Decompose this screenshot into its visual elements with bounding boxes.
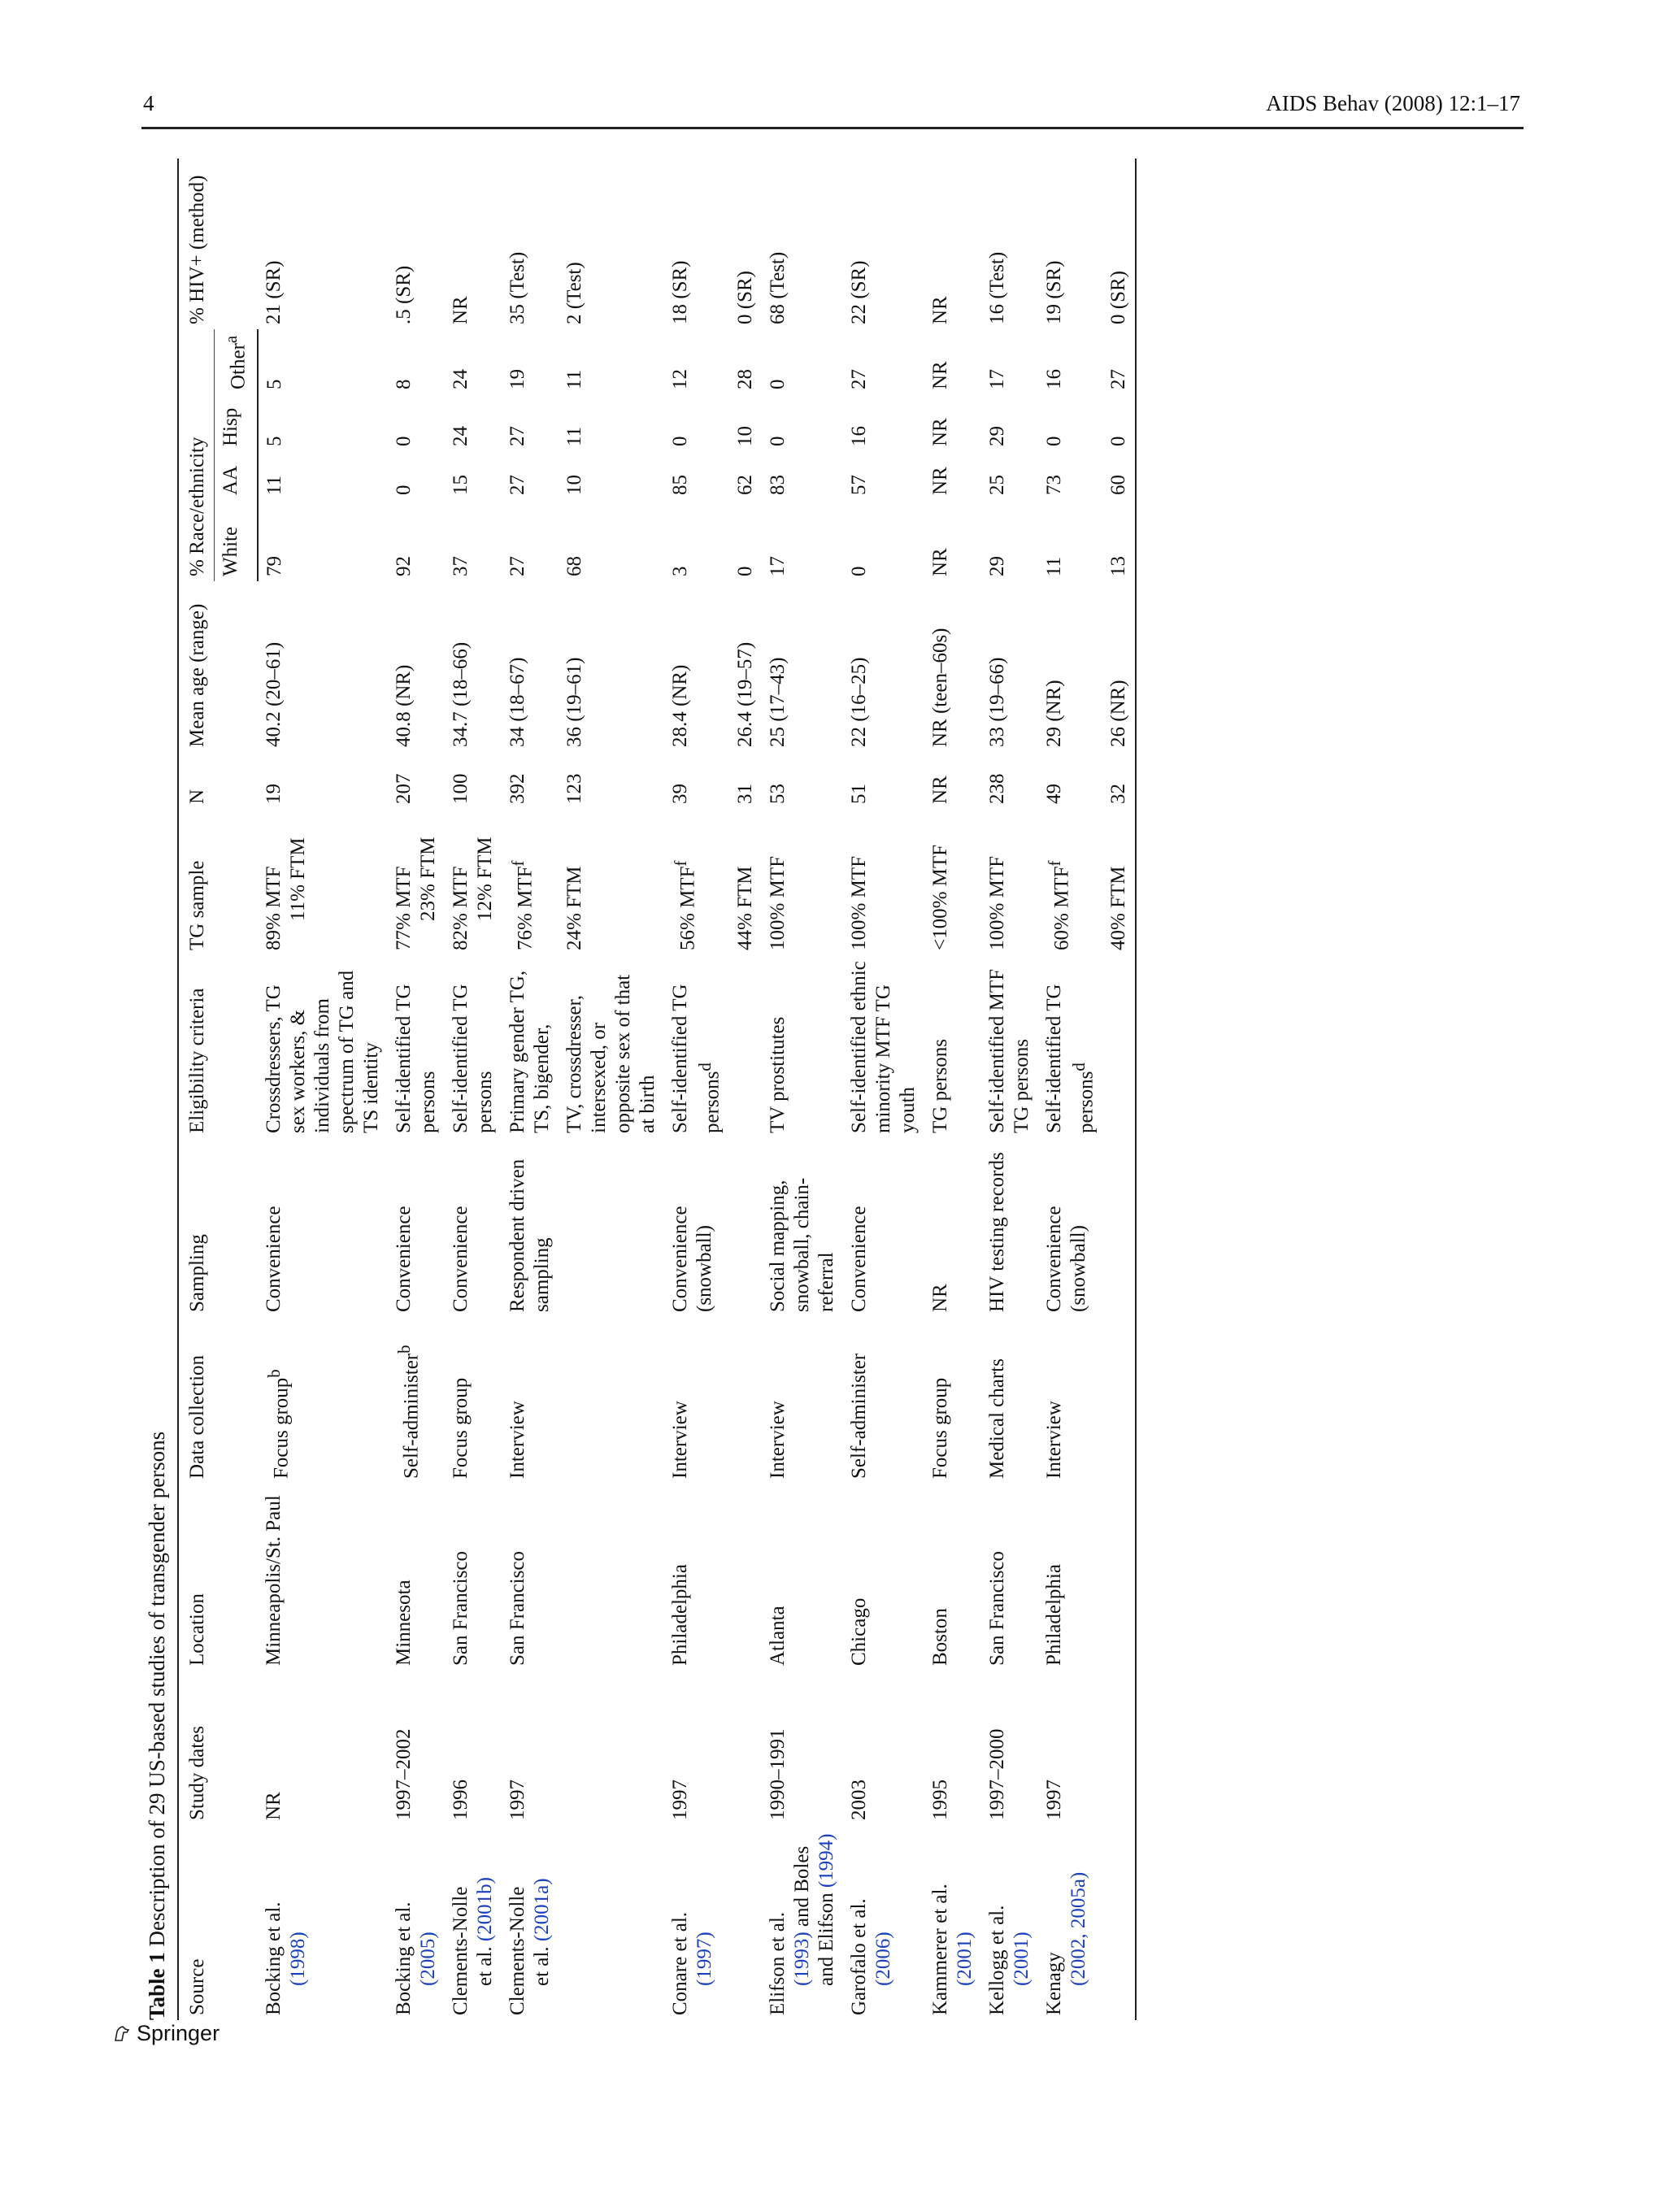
cell-sampling: Convenience [847,1206,870,1312]
cell-n: 238 [985,773,1008,804]
cell-source [924,1825,981,2020]
source-line2 [693,1830,717,2015]
cell-hisp: 0 [1102,394,1136,451]
col-other: Other$^a$ [215,329,259,394]
source-author: Bocking et al. [393,1901,415,2015]
cell-eligibility: Self-identified TG persons [450,984,497,1133]
cell-aa: 0 [393,485,415,495]
table-caption-label: Table 1 [145,1952,169,2020]
col-aa: AA [215,451,259,500]
cell-other: 12 [669,369,692,389]
table-row [388,159,445,2020]
cell-location: San Francisco [506,1551,529,1666]
table-row [981,159,1038,2020]
cell-sampling: Convenience (snowball) [669,1206,716,1312]
cell-location: San Francisco [450,1551,472,1666]
tg-sample-primary: 82% MTF [450,866,472,950]
cell-other: 5 [263,379,286,389]
tg-sample-primary: 100% MTF [985,856,1008,950]
footnote-mark: f [508,860,528,867]
cell-white: 68 [563,556,586,576]
cell-mean-age: 40.2 (20–61) [263,641,285,747]
cell-hisp: 5 [263,436,286,446]
cell-n: 123 [563,773,586,804]
source-line2 [1010,1830,1034,2015]
cell-hiv: 16 (Test) [985,251,1008,324]
table-row [445,159,502,2020]
publisher-footer: Springer [112,2021,220,2046]
tg-sample-primary: 100% MTF [766,856,789,950]
cell-sampling: HIV testing records [985,1152,1008,1312]
source-author: Clements-Nolle [450,1886,472,2015]
cell-sampling: Convenience [263,1206,285,1312]
cell-source [388,1825,445,2020]
cell-white: 0 [733,566,756,576]
source-author: Elifson et al. [766,1911,789,2015]
cell-n: 100 [450,773,472,804]
source-author: Kammerer et al. [928,1884,951,2015]
col-tg-sample: TG sample [178,809,258,955]
cell-white: 37 [450,556,472,576]
cell-eligibility: Primary gender TG, TS, bigender, [506,970,554,1133]
cell-location: San Francisco [985,1551,1008,1666]
col-n: N [178,752,258,809]
cell-location: Boston [928,1608,951,1666]
source-year-link: (1994) [815,1833,837,1888]
cell-other: 0 [766,379,789,389]
cell-data-collection: Self-administer [847,1353,870,1479]
cell-tg-sample [1038,809,1102,955]
cell-study-dates: 1996 [450,1780,472,1820]
footnote-mark: f [671,860,691,867]
tg-sample-secondary: 12% FTM [474,837,497,921]
cell-source [762,1825,843,2020]
cell-source [843,1825,924,2020]
cell-hiv: 2 (Test) [563,262,586,324]
cell-eligibility: Self-identified MTF TG persons [985,968,1032,1133]
col-study-dates: Study dates [178,1671,258,1825]
source-line2 [1067,1830,1091,2015]
tg-sample-primary: 76% MTF [514,866,537,950]
cell-n: 32 [1102,752,1136,809]
cell-n: 53 [766,784,789,804]
cell-tg-sample [258,809,388,955]
cell-eligibility: Self-identified TG persons$^d$ [669,984,724,1133]
cell-study-dates: 1997 [669,1780,692,1820]
cell-aa: 11 [263,475,286,495]
cell-other: 19 [506,369,529,389]
cell-mean-age: 36 (19–61) [563,657,586,747]
cell-tg-sample [664,809,728,955]
springer-horse-icon [112,2024,132,2044]
cell-data-collection: Focus group [450,1377,472,1479]
tg-sample-primary: 77% MTF [393,866,415,950]
cell-eligibility [1102,955,1136,1138]
cell-mean-age: 34.7 (18–66) [450,641,472,747]
cell-white: NR [928,548,951,576]
source-line2 [286,1830,311,2015]
cell-study-dates [729,1671,762,1825]
source-year-link: (2002, 2005a) [1067,1871,1089,1986]
cell-aa: 57 [847,475,870,495]
cell-white: 0 [847,566,870,576]
cell-location [1102,1484,1136,1671]
source-year-link: (1993) [790,1932,813,1986]
tg-sample-primary: 24% FTM [563,866,586,950]
cell-study-dates: 1997–2000 [985,1728,1008,1820]
table-row [924,159,981,2020]
cell-sampling [559,1138,664,1317]
tg-sample-primary: 40% FTM [1106,866,1129,950]
source-year-link: (2001) [953,1932,976,1986]
cell-hisp: 0 [393,436,415,446]
cell-tg-sample [559,809,664,955]
studies-table [177,159,1137,2020]
cell-tg-sample [729,809,762,955]
cell-white: 17 [766,556,789,576]
cell-other: 11 [563,369,586,389]
cell-source [445,1825,502,2020]
cell-aa: 10 [563,475,586,495]
cell-white: 92 [393,556,415,576]
cell-hiv: 22 (SR) [847,260,870,324]
rotated-table-region [138,159,1439,2020]
cell-sampling: Social mapping, snowball, chain-referral [766,1177,837,1312]
cell-data-collection: Interview [766,1401,789,1479]
col-hiv: % HIV+ (method) [178,159,258,329]
source-year-link: (1998) [287,1932,310,1986]
footnote-mark: f [1044,860,1064,867]
table-row [762,159,843,2020]
cell-other: 17 [985,369,1008,389]
cell-n: 392 [506,773,529,804]
cell-aa: 15 [450,475,472,495]
col-data-collection: Data collection [178,1317,258,1484]
cell-study-dates: 1995 [928,1780,951,1820]
cell-aa: NR [928,467,951,495]
cell-n: 51 [847,784,870,804]
cell-hiv: 21 (SR) [263,260,285,324]
table-caption-text: Description of 29 US-based studies of transgender persons [145,1431,169,1947]
cell-hisp: 24 [450,426,472,446]
cell-other: 8 [393,379,415,389]
cell-eligibility: Self-identified ethnic minority MTF TG youth [847,961,919,1133]
cell-data-collection: Interview [506,1401,529,1479]
source-author: Garofalo et al. [847,1898,870,2015]
cell-tg-sample [843,809,924,955]
table-row [502,159,559,2020]
cell-data-collection [729,1317,762,1484]
tg-sample-primary: 60% MTF [1050,866,1072,950]
source-line2 [473,1830,498,2015]
cell-mean-age: 28.4 (NR) [669,664,692,747]
cell-n: 39 [669,784,692,804]
cell-aa: 62 [733,475,756,495]
cell-white: 13 [1102,500,1136,581]
cell-aa: 60 [1102,451,1136,500]
cell-eligibility: Self-identified TG persons$^d$ [1042,984,1097,1133]
cell-hisp: 0 [669,436,692,446]
col-mean-age: Mean age (range) [178,581,258,752]
cell-study-dates [559,1671,664,1825]
cell-hiv: NR [928,296,951,324]
cell-eligibility: TG persons [928,1039,951,1133]
cell-hisp: 29 [985,426,1008,446]
cell-aa: 83 [766,475,789,495]
cell-source [1038,1825,1102,2020]
cell-data-collection: Focus group [928,1377,951,1479]
cell-data-collection [559,1317,664,1484]
cell-hiv: 18 (SR) [669,260,692,324]
cell-other: 16 [1042,369,1065,389]
source-line2 [416,1830,441,2015]
col-sampling: Sampling [178,1138,258,1317]
cell-aa: 73 [1042,475,1065,495]
cell-other: 28 [733,369,756,389]
cell-other: NR [928,361,951,389]
source-line2 [790,1830,839,2015]
cell-sampling: Convenience [450,1206,472,1312]
source-author: Clements-Nolle [506,1886,529,2015]
source-author: Kenagy [1042,1952,1065,2015]
cell-study-dates: 1997–2002 [393,1728,415,1820]
cell-mean-age: 34 (18–67) [506,657,529,747]
cell-eligibility: TV, crossdresser, intersexed, or opposite sex of that at birth [563,974,659,1133]
cell-hiv: 68 (Test) [766,251,789,324]
tg-sample-primary: 100% MTF [847,856,870,950]
page-number: 4 [143,91,154,115]
cell-mean-age: 26.4 (19–57) [733,641,756,747]
cell-data-collection: Self-administer$^b$ [394,1345,423,1479]
cell-hiv: 19 (SR) [1042,260,1065,324]
cell-sampling [1102,1138,1136,1317]
cell-hisp: 11 [563,426,586,446]
cell-hisp: 10 [733,426,756,446]
cell-tg-sample [388,809,445,955]
source-author: Kellogg et al. [985,1905,1008,2015]
cell-white: 29 [985,556,1008,576]
cell-data-collection: Interview [1042,1401,1065,1479]
cell-white: 3 [669,566,692,576]
cell-study-dates [1102,1671,1136,1825]
source-year-link: (2006) [872,1932,894,1986]
cell-white: 79 [263,556,286,576]
cell-location: Minneapolis/St. Paul [263,1495,285,1666]
cell-hiv: 35 (Test) [506,251,529,324]
tg-sample-primary: 44% FTM [733,866,756,950]
cell-source [502,1825,559,2020]
cell-data-collection: Interview [669,1401,692,1479]
cell-aa: 25 [985,475,1008,495]
cell-location [559,1484,664,1671]
cell-study-dates: NR [263,1792,285,1820]
source-author: Bocking et al. [263,1901,285,2015]
cell-hiv: .5 (SR) [393,265,415,324]
table-body [258,159,1136,2020]
cell-mean-age: 33 (19–66) [985,657,1008,747]
cell-study-dates: 2003 [847,1780,870,1820]
cell-white: 27 [506,556,529,576]
col-white: White [215,500,259,581]
cell-aa: 85 [669,475,692,495]
tg-sample-primary: 56% MTF [676,866,699,950]
cell-tg-sample [445,809,502,955]
cell-n: 207 [393,773,415,804]
tg-sample-secondary: 11% FTM [287,837,310,921]
cell-mean-age: 29 (NR) [1042,680,1065,747]
cell-sampling: NR [928,1284,951,1312]
col-eligibility: Eligibility criteria [178,955,258,1138]
source-year-link: (2001) [1010,1932,1032,1986]
cell-source [729,1825,762,2020]
cell-sampling [729,1138,762,1317]
table-row [1038,159,1102,2020]
journal-citation: AIDS Behav (2008) 12:1–17 [1266,91,1520,115]
tg-sample-secondary: 23% FTM [417,837,440,921]
cell-mean-age: 22 (16–25) [847,657,870,747]
cell-n: 19 [263,784,285,804]
col-hisp: Hisp [215,394,259,451]
cell-hisp: 0 [766,436,789,446]
cell-tg-sample [762,809,843,955]
cell-hiv: 0 (SR) [1102,159,1136,329]
col-location: Location [178,1484,258,1671]
source-and: and Boles and Elifson [790,1845,837,1986]
source-year-link: (1997) [693,1932,716,1986]
source-year-link: (2005) [417,1932,440,1986]
cell-eligibility [729,955,762,1138]
header-rule [141,127,1524,129]
cell-eligibility: Crossdressers, TG sex workers, & individuals from spectrum of TG and TS identity [263,970,383,1133]
cell-sampling: Convenience (snowball) [1042,1206,1089,1312]
cell-n: NR [928,776,951,804]
cell-location: Philadelphia [669,1564,692,1666]
cell-hisp: NR [928,418,951,446]
cell-mean-age: NR (teen–60s) [928,628,951,747]
source-year-link: (2001a) [531,1878,554,1942]
cell-mean-age: 26 (NR) [1102,581,1136,752]
source-line2 [530,1830,554,2015]
table-row [559,159,664,2020]
table-caption [145,1432,170,2020]
cell-n: 49 [1042,784,1065,804]
cell-n: 31 [733,784,756,804]
cell-other: 24 [450,369,472,389]
source-year-link: (2001b) [474,1877,497,1942]
cell-data-collection: Medical charts [985,1358,1008,1479]
footnote-mark: b [394,1345,415,1354]
cell-tg-sample [1102,809,1136,955]
table-row [1102,159,1136,2020]
cell-location [729,1484,762,1671]
cell-source [559,1825,664,2020]
cell-sampling: Convenience [393,1206,415,1312]
cell-hiv: 0 (SR) [733,271,756,324]
cell-other: 27 [847,369,870,389]
cell-tg-sample [924,809,981,955]
cell-data-collection [1102,1317,1136,1484]
tg-sample-primary: 89% MTF [263,866,285,950]
cell-study-dates: 1997 [506,1780,529,1820]
footnote-mark: d [1068,1063,1089,1071]
cell-hisp: 16 [847,426,870,446]
cell-eligibility: Self-identified TG persons [393,984,440,1133]
cell-eligibility: TV prostitutes [766,1016,789,1133]
cell-tg-sample [502,809,559,955]
cell-sampling: Respondent driven sampling [506,1158,554,1312]
cell-other: 27 [1102,329,1136,394]
cell-source [981,1825,1038,2020]
cell-location: Atlanta [766,1606,789,1666]
source-author: Conare et al. [669,1911,692,2015]
cell-hisp: 0 [1042,436,1065,446]
col-race-ethnicity: % Race/ethnicity [178,329,215,581]
source-etal: et al. [531,1941,554,1986]
source-line2 [953,1830,977,2015]
table-row [729,159,762,2020]
cell-aa: 27 [506,475,529,495]
cell-location: Philadelphia [1042,1564,1065,1666]
cell-location: Minnesota [393,1580,415,1666]
cell-study-dates: 1997 [1042,1780,1065,1820]
footnote-mark: d [695,1063,715,1071]
cell-data-collection: Focus group$^b$ [264,1369,293,1479]
cell-location: Chicago [847,1597,870,1666]
cell-study-dates: 1990–1991 [766,1728,789,1820]
cell-source [1102,1825,1136,2020]
table-row [664,159,728,2020]
cell-mean-age: 25 (17–43) [766,657,789,747]
col-source: Source [178,1825,258,2020]
cell-hiv: NR [450,296,472,324]
source-etal: et al. [474,1941,497,1986]
table-row [843,159,924,2020]
cell-mean-age: 40.8 (NR) [393,664,415,747]
cell-source [258,1825,388,2020]
cell-hisp: 27 [506,426,529,446]
cell-white: 11 [1042,556,1065,576]
tg-sample-primary: <100% MTF [928,844,951,950]
cell-source [664,1825,728,2020]
table-row [258,159,388,2020]
footnote-mark: b [264,1369,285,1378]
cell-tg-sample [981,809,1038,955]
source-line2 [872,1830,896,2015]
